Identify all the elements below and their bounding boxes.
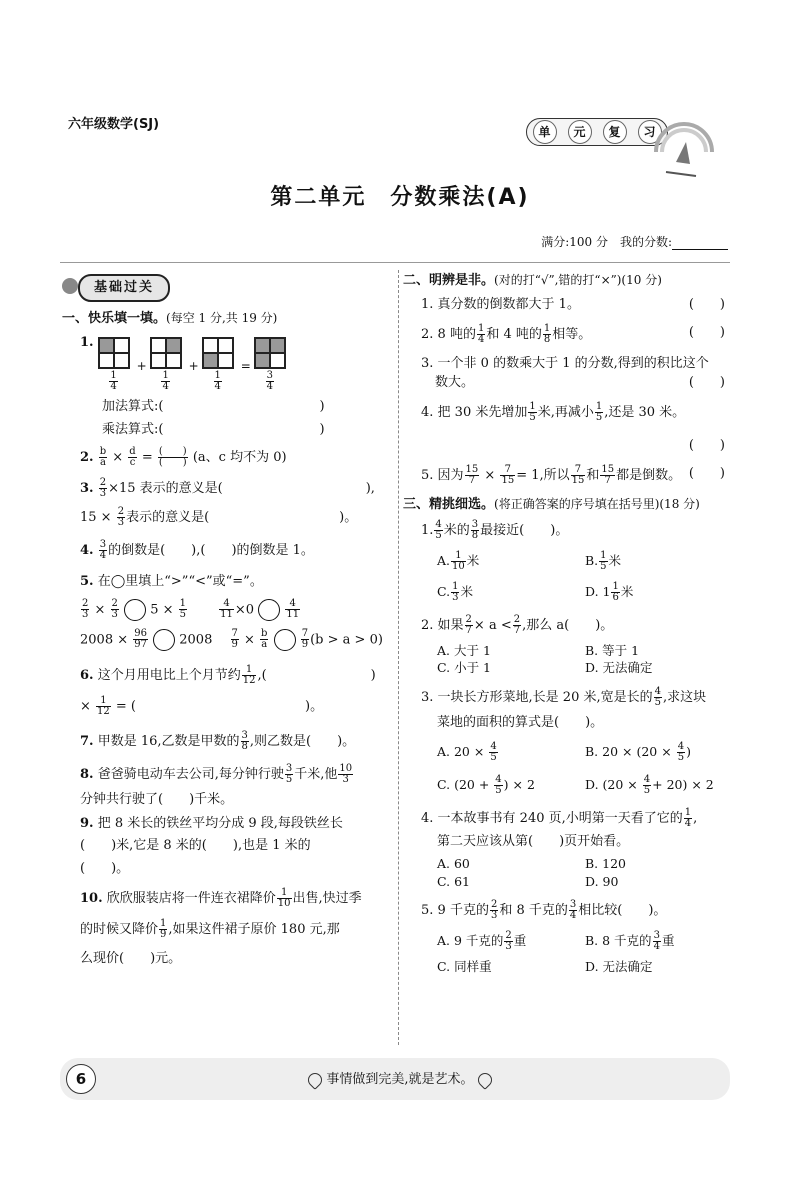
q5-row1: $\frac{2}{3}$ × $\frac{2}{3}$ 5 × $\frac{1}{5}$ $\frac{4}{11}$ ×0 $\frac{4}{11}$ <box>82 598 300 621</box>
choice-3-opts-a: A. 20 × $\frac{4}{5}$ B. 20 × (20 × $\frac{4}{5}$ ) <box>437 741 691 764</box>
q1-grids: 1. $\frac{1}{4}$ + $\frac{1}{4}$ + $\frac{1}{4}$ = $\frac{3}{4}$ <box>80 334 392 392</box>
choice-1-opts-b: C. $\frac{1}{3}$ 米 D. 1 $\frac{1}{6}$ 米 <box>437 580 634 603</box>
q10-b: 的时候又降价 $\frac{1}{9}$ ,如果这件裙子原价 180 元,那 <box>80 917 340 940</box>
choice-4-opts-b: C. 61 D. 90 <box>437 873 619 889</box>
choice-4-opts-a: A. 60 B. 120 <box>437 856 626 872</box>
badge-char: 单 <box>533 120 557 144</box>
q3-b: 15 × $\frac{2}{3}$ 表示的意义是( )。 <box>80 505 358 528</box>
q9: 9. 把 8 米长的铁丝平均分成 9 段,每段铁丝长 <box>80 816 343 832</box>
choice-3-opts-b: C. (20 + $\frac{4}{5}$ ) × 2 D. (20 × $\frac{4}{5}$ + 20) × 2 <box>437 774 714 797</box>
choice-2-opts-a: A. 大于 1 B. 等于 1 <box>437 642 640 658</box>
choice-1-opts-a: A. $\frac{1}{10}$ 米 B. $\frac{1}{5}$ 米 <box>437 549 622 572</box>
section-1-title: 一、快乐填一填。(每空 1 分,共 19 分) <box>62 311 278 326</box>
choice-4-b: 第二天应该从第( )页开始看。 <box>437 834 630 850</box>
q5-row2: 2008 × $\frac{96}{97}$ 2008 $\frac{7}{9}$ × $\frac{b}{a}$ $\frac{7}{9}$ (b > a > 0) <box>80 628 383 651</box>
compare-circle[interactable] <box>258 599 280 621</box>
column-divider <box>398 270 399 1045</box>
judge-3-b: 数大。 ( ) <box>435 374 725 390</box>
lion-icon <box>62 278 78 294</box>
judge-2: 2. 8 吨的 $\frac{1}{4}$ 和 4 吨的 $\frac{1}{8}$ 相等。 ( ) <box>421 323 725 346</box>
q8-b: 分钟共行驶了( )千米。 <box>80 791 234 807</box>
q9-c: ( )。 <box>80 860 130 876</box>
judge-1: 1. 真分数的倒数都大于 1。 ( ) <box>421 297 725 313</box>
divider <box>60 262 730 263</box>
judge-3: 3. 一个非 0 的数乘大于 1 的分数,得到的积比这个 <box>421 356 709 372</box>
score-label: 满分:100 分 我的分数: <box>541 235 672 249</box>
unit-review-badge <box>526 112 716 182</box>
score-line <box>541 233 728 250</box>
q3: 3. $\frac{2}{3}$ ×15 表示的意义是( ), <box>80 476 375 499</box>
q4: 4. $\frac{3}{4}$ 的倒数是( ),( )的倒数是 1。 <box>80 538 314 561</box>
compare-circle[interactable] <box>153 629 175 651</box>
choice-2-opts-b: C. 小于 1 D. 无法确定 <box>437 660 653 676</box>
q7: 7. 甲数是 16,乙数是甲数的 $\frac{3}{8}$ ,则乙数是( )。 <box>80 729 356 752</box>
heart-icon <box>475 1070 495 1090</box>
choice-3: 3. 一块长方形菜地,长是 20 米,宽是长的 $\frac{4}{5}$ ,求这块 <box>421 685 707 708</box>
q1-add: 加法算式:( ) <box>102 399 325 415</box>
compare-circle[interactable] <box>274 629 296 651</box>
grid-3: $\frac{1}{4}$ <box>202 337 234 392</box>
choice-5-opts-a: A. 9 千克的 $\frac{2}{3}$ 重 B. 8 千克的 $\frac{3}{4}$ 重 <box>437 930 675 953</box>
q6-b: × $\frac{1}{12}$ = ( )。 <box>80 694 324 717</box>
badge-char: 元 <box>568 120 592 144</box>
compare-circle[interactable] <box>124 599 146 621</box>
section-3-title: 三、精挑细选。(将正确答案的序号填在括号里)(18 分) <box>403 496 700 512</box>
q1-mul: 乘法算式:( ) <box>102 421 325 437</box>
page-title: 第二单元 分数乘法(A) <box>270 185 530 210</box>
judge-5: 5. 因为 $\frac{15}{7}$ × $\frac{7}{15}$ = 1,所以 $\frac{7}{15}$ 和 $\frac{15}{7}$ 都是倒数。 ( ) <box>421 463 725 486</box>
q9-b: ( )米,它是 8 米的( ),也是 1 米的 <box>80 838 311 854</box>
basics-tag <box>60 270 170 304</box>
choice-4: 4. 一本故事书有 240 页,小明第一天看了它的 $\frac{1}{4}$ , <box>421 807 698 830</box>
choice-3-b: 菜地的面积的算式是( )。 <box>437 714 604 730</box>
grade-label: 六年级数学(SJ) <box>68 117 160 132</box>
heart-icon <box>306 1070 326 1090</box>
choice-5-opts-b: C. 同样重 D. 无法确定 <box>437 959 653 975</box>
q5: 5. 在◯里填上“>”“<”或“=”。 <box>80 573 263 589</box>
score-blank <box>672 237 728 250</box>
judge-4: 4. 把 30 米先增加 $\frac{1}{5}$ 米,再减小 $\frac{1}{5}$ ,还是 30 米。 <box>421 400 686 423</box>
choice-2: 2. 如果 $\frac{2}{7}$ × a < $\frac{2}{7}$ ,那么 a( )。 <box>421 613 614 636</box>
page-number: 6 <box>66 1064 96 1094</box>
left-column <box>62 270 392 968</box>
grid-2: $\frac{1}{4}$ <box>150 337 182 392</box>
badge-char: 复 <box>603 120 627 144</box>
section-2-title: 二、明辨是非。(对的打“√”,错的打“×”)(10 分) <box>403 273 662 288</box>
q10: 10. 欣欣服装店将一件连衣裙降价 $\frac{1}{10}$ 出售,快过季 <box>80 886 362 909</box>
choice-5: 5. 9 千克的 $\frac{2}{3}$ 和 8 千克的 $\frac{3}{4}$ 相比较( )。 <box>421 899 667 922</box>
q2: 2. $\frac{b}{a}$ × $\frac{d}{c}$ = $\frac{( )}{( )}$ (a、c 均不为 0) <box>80 445 287 468</box>
badge-char: 习 <box>638 120 662 144</box>
basics-label: 基础过关 <box>78 274 170 302</box>
q10-c: 么现价( )元。 <box>80 950 182 966</box>
judge-4-paren: ( ) <box>688 437 725 453</box>
q8: 8. 爸爸骑电动车去公司,每分钟行驶 $\frac{3}{5}$ 千米,他 $\frac{10}{3}$ <box>80 762 353 785</box>
right-column <box>403 270 733 976</box>
grid-1: $\frac{1}{4}$ <box>98 337 130 392</box>
q6: 6. 这个月用电比上个月节约 $\frac{1}{12}$ ,( ) <box>80 663 376 686</box>
choice-1: 1. $\frac{4}{5}$ 米的 $\frac{3}{8}$ 最接近( )。 <box>421 518 569 541</box>
rainbow-windmill-icon <box>646 112 716 182</box>
grid-4: $\frac{3}{4}$ <box>254 337 286 392</box>
footer-motto: 事情做到完美,就是艺术。 <box>0 1068 800 1087</box>
